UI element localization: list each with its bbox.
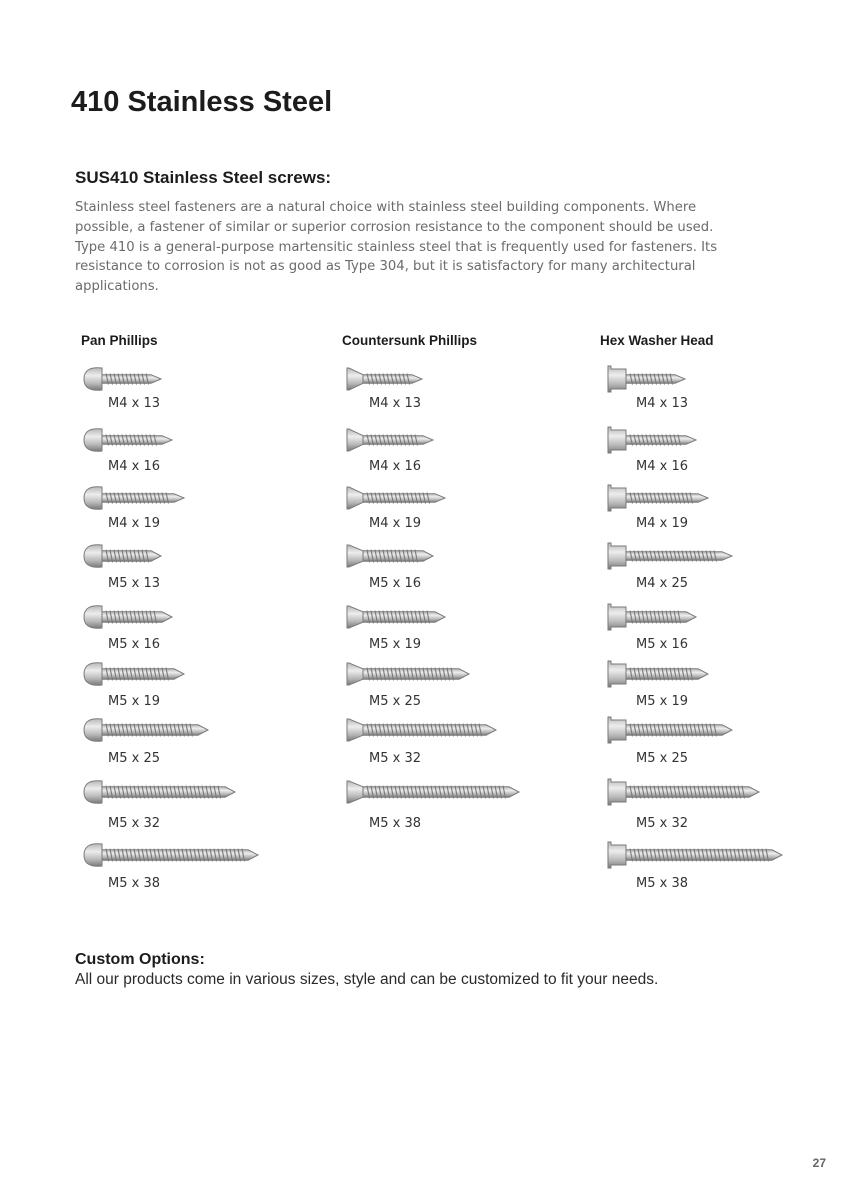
countersunk-screw-icon: [345, 775, 545, 809]
screw-item: [84, 481, 344, 539]
page-number: 27: [812, 1156, 826, 1170]
pan-screw-icon: [84, 657, 284, 691]
screw-size-label: M5 x 38: [636, 876, 688, 891]
screw-size-label: M5 x 19: [369, 637, 421, 652]
screw-size-label: M4 x 13: [636, 396, 688, 411]
screw-size-label: M4 x 19: [108, 516, 160, 531]
custom-options-text: All our products come in various sizes, style and can be customized to fit your needs.: [75, 971, 659, 988]
screw-item: [345, 657, 605, 715]
section-title: SUS410 Stainless Steel screws:: [75, 168, 332, 187]
screw-size-label: M4 x 19: [636, 516, 688, 531]
pan-screw-icon: [84, 600, 284, 634]
screw-size-label: M4 x 16: [369, 459, 421, 474]
hex-screw-icon: [606, 539, 806, 573]
screw-item: [606, 775, 856, 833]
screw-item: [84, 775, 344, 833]
screw-size-label: M5 x 25: [108, 751, 160, 766]
screw-item: [84, 362, 344, 420]
screw-item: [606, 481, 856, 539]
hex-screw-icon: [606, 481, 806, 515]
screw-size-label: M5 x 32: [108, 816, 160, 831]
countersunk-screw-icon: [345, 362, 545, 396]
screw-item: [84, 838, 344, 896]
screw-size-label: M5 x 19: [108, 694, 160, 709]
screw-item: [345, 713, 605, 771]
pan-screw-icon: [84, 775, 284, 809]
pan-screw-icon: [84, 423, 284, 457]
screw-item: [84, 423, 344, 481]
screw-size-label: M5 x 38: [369, 816, 421, 831]
column-heading-countersunk-phillips: Countersunk Phillips: [342, 333, 478, 348]
countersunk-screw-icon: [345, 481, 545, 515]
screw-size-label: M5 x 19: [636, 694, 688, 709]
page-title: 410 Stainless Steel: [71, 86, 333, 118]
pan-screw-icon: [84, 481, 284, 515]
countersunk-screw-icon: [345, 657, 545, 691]
screw-size-label: M4 x 16: [636, 459, 688, 474]
screw-size-label: M4 x 13: [108, 396, 160, 411]
screw-size-label: M4 x 13: [369, 396, 421, 411]
hex-screw-icon: [606, 838, 806, 872]
screw-item: [606, 362, 856, 420]
screw-item: [345, 600, 605, 658]
hex-screw-icon: [606, 423, 806, 457]
screw-item: [345, 423, 605, 481]
intro-paragraph: Stainless steel fasteners are a natural choice with stainless steel building components. Where possible, a fastener of similar or superior corrosion resistance to the component should be used. Type 410 is a general-purpose martensitic stainless steel that is frequently used for fasteners. Its resistance to corrosion is not as good as Type 304, but it is satisfactory for many architectural applications.: [75, 200, 718, 295]
screw-item: [606, 713, 856, 771]
screw-size-label: M4 x 16: [108, 459, 160, 474]
countersunk-screw-icon: [345, 713, 545, 747]
column-heading-hex-washer-head: Hex Washer Head: [600, 333, 714, 348]
screw-item: [606, 838, 856, 896]
screw-item: [84, 657, 344, 715]
screw-item: [345, 539, 605, 597]
screw-size-label: M5 x 25: [369, 694, 421, 709]
countersunk-screw-icon: [345, 539, 545, 573]
screw-item: [84, 600, 344, 658]
countersunk-screw-icon: [345, 600, 545, 634]
pan-screw-icon: [84, 539, 284, 573]
screw-item: [606, 423, 856, 481]
screw-size-label: M5 x 13: [108, 576, 160, 591]
screw-size-label: M5 x 25: [636, 751, 688, 766]
pan-screw-icon: [84, 713, 284, 747]
screw-size-label: M4 x 19: [369, 516, 421, 531]
pan-screw-icon: [84, 838, 284, 872]
custom-options-title: Custom Options:: [75, 951, 205, 968]
screw-item: [345, 481, 605, 539]
screw-size-label: M5 x 16: [369, 576, 421, 591]
screw-item: [84, 713, 344, 771]
screw-item: [606, 600, 856, 658]
hex-screw-icon: [606, 713, 806, 747]
screw-size-label: M5 x 32: [369, 751, 421, 766]
screw-item: [84, 539, 344, 597]
hex-screw-icon: [606, 657, 806, 691]
hex-screw-icon: [606, 362, 806, 396]
pan-screw-icon: [84, 362, 284, 396]
screw-item: [606, 657, 856, 715]
screw-size-label: M5 x 32: [636, 816, 688, 831]
screw-size-label: M5 x 38: [108, 876, 160, 891]
screw-item: [345, 362, 605, 420]
column-heading-pan-phillips: Pan Phillips: [81, 333, 158, 348]
hex-screw-icon: [606, 600, 806, 634]
screw-size-label: M4 x 25: [636, 576, 688, 591]
screw-item: [606, 539, 856, 597]
screw-size-label: M5 x 16: [108, 637, 160, 652]
screw-size-label: M5 x 16: [636, 637, 688, 652]
hex-screw-icon: [606, 775, 806, 809]
countersunk-screw-icon: [345, 423, 545, 457]
screw-item: [345, 775, 605, 833]
